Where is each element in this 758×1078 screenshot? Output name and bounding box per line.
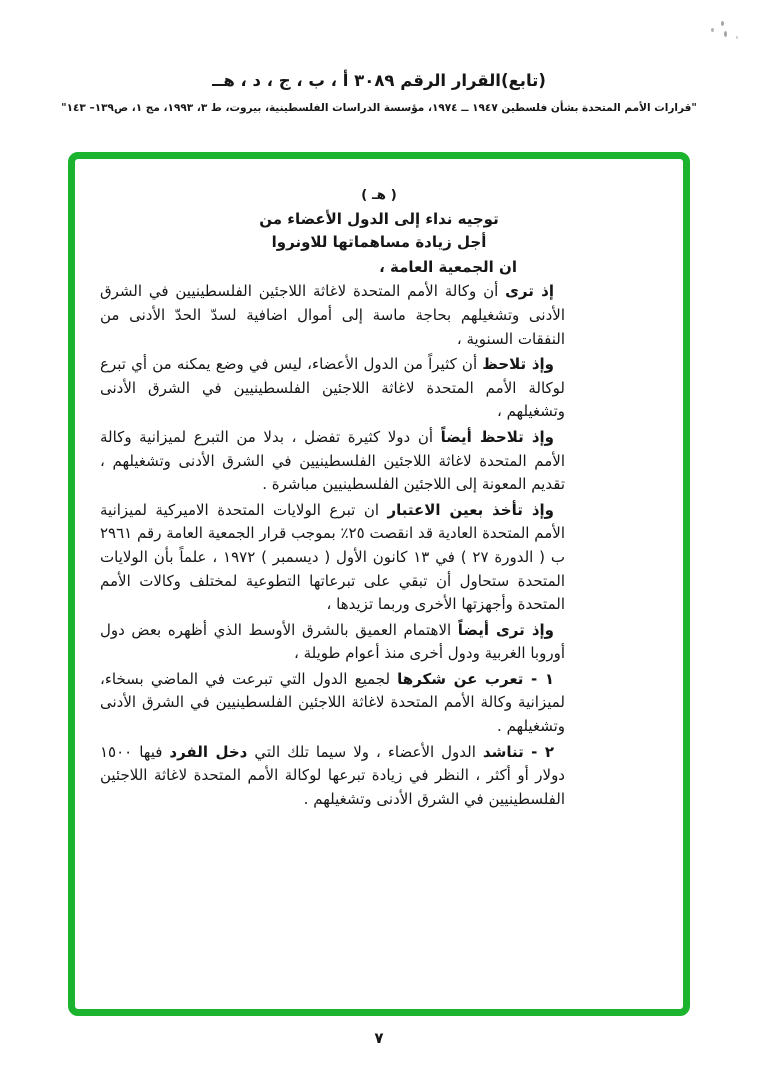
paragraph-lead: إذ ترى xyxy=(505,282,554,301)
item-text: لجميع الدول التي تبرعت في الماضي بسخاء، لميزانية وكالة الأمم المتحدة لاغاثة اللاجئين الفلسطينيين في الشرق الأدنى وتشغيلهم . xyxy=(100,669,565,736)
paragraph-lead: وإذ تلاحظ xyxy=(482,355,554,374)
paragraph-lead: وإذ ترى أيضاً xyxy=(457,620,554,639)
item-text: الدول الأعضاء ، ولا سيما تلك التي xyxy=(247,742,483,761)
preamble-paragraph-4 xyxy=(100,499,565,617)
scan-speckle xyxy=(724,31,727,37)
operative-item-2 xyxy=(100,741,565,812)
page-number: ٧ xyxy=(374,1029,384,1047)
header-resolution-number: (تابع)القرار الرقم ٣٠٨٩ أ ، ب ، ج ، د ، هــ xyxy=(212,71,546,90)
paragraph-lead: وإذ تلاحظ أيضاً xyxy=(440,427,554,446)
paragraph-text: الاهتمام العميق بالشرق الأوسط الذي أظهره بعض دول أوروبا الغربية ودول أخرى منذ أعوام طويلة ، xyxy=(100,620,565,663)
resolution-body xyxy=(75,159,683,1009)
paragraph-text: ان تبرع الولايات المتحدة الاميركية لميزانية الأمم المتحدة العادية قد انقصت ٢٥٪ بموجب قرار الجمعية العامة رقم ٢٩٦١ ب ( الدورة ٢٧ ) في ١٣ كانون الأول ( ديسمبر ) ١٩٧٢ ، علماً بأن الولايات المتحدة ستحاول أن تبقي على تبرعاتها التطوعية لمختلف وكالات الأمم المتحدة وأجهزتها الأخرى وربما تزيدها ، xyxy=(100,500,565,614)
operative-item-1 xyxy=(100,668,565,739)
item-lead: ١ - تعرب عن شكرها xyxy=(397,669,555,688)
paragraph-lead: وإذ تأخذ بعين الاعتبار xyxy=(387,500,554,519)
paragraph-text: أن دولا كثيرة تفضل ، بدلا من التبرع لميزانية وكالة الأمم المتحدة لاغاثة اللاجئين الفلسطينيين في الشرق الأدنى وتشغيلهم ، تقديم المعونة إلى اللاجئين الفلسطينيين مباشرة . xyxy=(100,427,565,494)
scan-speckle xyxy=(711,28,714,32)
resolution-title-line2: أجل زيادة مساهماتها للاونروا xyxy=(271,233,487,252)
scan-speckle xyxy=(736,36,738,39)
opening-clause: ان الجمعية العامة ، xyxy=(379,257,517,276)
section-letter: ( هـ ) xyxy=(361,187,397,203)
resolution-title-line1: توجيه نداء إلى الدول الأعضاء من xyxy=(259,209,499,228)
item-text: فيها ١٥٠٠ دولار أو أكثر ، النظر في زيادة تبرعها لوكالة الأمم المتحدة لاغاثة اللاجئين الفلسطينيين في الشرق الأدنى وتشغيلهم . xyxy=(100,742,565,808)
item-lead: ٢ - تناشد xyxy=(482,742,554,761)
header-source-citation: "قرارات الأمم المتحدة بشأن فلسطين ١٩٤٧ ــ ١٩٧٤، مؤسسة الدراسات الفلسطينية، بيروت، ط ٣، ١٩٩٣، مج ١، ص١٣٩– ١٤٣" xyxy=(61,102,697,114)
preamble-paragraph-1 xyxy=(100,280,565,351)
paragraph-text: أن وكالة الأمم المتحدة لاغاثة اللاجئين الفلسطينيين في الشرق الأدنى وتشغيلهم بحاجة ماسة إلى أموال اضافية لسدّ الحدّ الأدنى من النفقات السنوية ، xyxy=(100,282,565,348)
preamble-paragraph-3 xyxy=(100,426,565,497)
preamble-paragraph-5 xyxy=(100,619,565,666)
paragraph-text: أن كثيراً من الدول الأعضاء، ليس في وضع يمكنه من أي تبرع لوكالة الأمم المتحدة لاغاثة اللاجئين الفلسطينيين في الشرق الأدنى وتشغيلهم ، xyxy=(100,355,565,421)
green-highlight-frame xyxy=(68,152,690,1016)
scan-speckle xyxy=(721,21,724,26)
preamble-paragraph-2 xyxy=(100,353,565,424)
item-emphasis: دخل الفرد xyxy=(169,742,248,761)
